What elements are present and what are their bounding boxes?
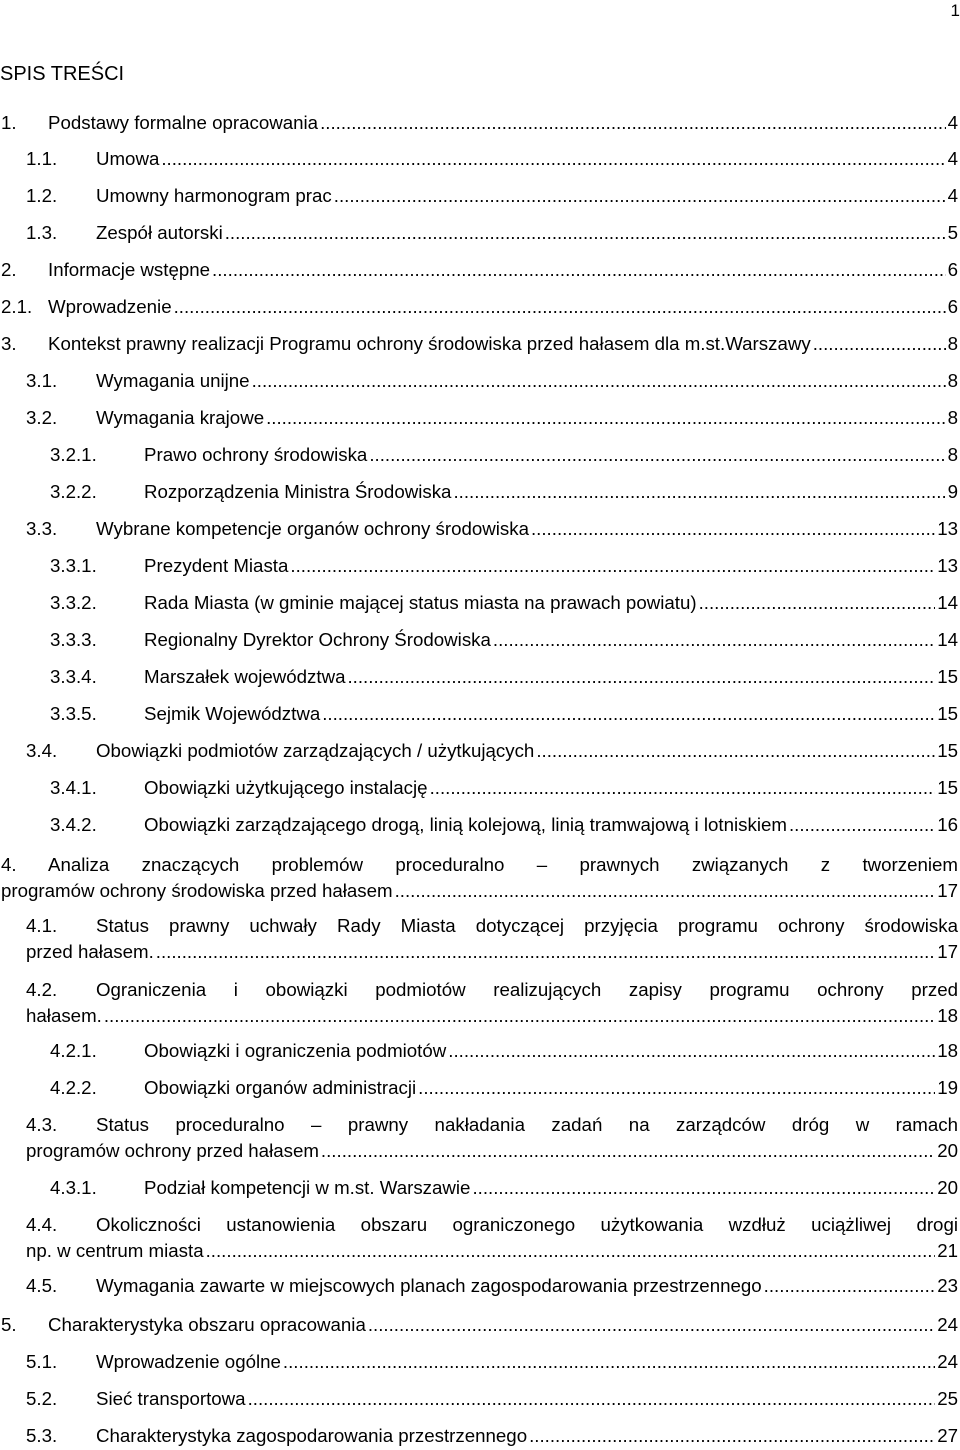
toc-entry-page: 8 bbox=[947, 370, 958, 391]
toc-entry-title: Obowiązki zarządzającego drogą, linią kolejową, linią tramwajową i lotniskiem bbox=[144, 814, 787, 835]
toc-leader-dots bbox=[322, 701, 935, 727]
toc-leader-dots bbox=[225, 220, 946, 246]
toc-entry-page: 8 bbox=[947, 407, 958, 428]
toc-entry-page: 23 bbox=[937, 1275, 958, 1296]
toc-entry-page: 18 bbox=[937, 1040, 958, 1061]
toc-entry[interactable] bbox=[1, 852, 958, 904]
toc-entry-page: 15 bbox=[937, 703, 958, 724]
toc-entry-number: 3.3.5. bbox=[50, 703, 97, 724]
toc-leader-dots bbox=[156, 939, 935, 965]
toc-entry[interactable] bbox=[50, 812, 958, 838]
toc-entry-number: 3.3.1. bbox=[50, 555, 97, 576]
toc-entry[interactable] bbox=[26, 1349, 958, 1375]
toc-leader-dots bbox=[472, 1175, 935, 1201]
toc-entry-title: Kontekst prawny realizacji Programu ochrony środowiska przed hałasem dla m.st.Warszawy bbox=[48, 333, 811, 354]
toc-entry-title: Sieć transportowa bbox=[96, 1388, 246, 1409]
toc-entry-number: 3.3.4. bbox=[50, 666, 97, 687]
toc-entry-number: 4.5. bbox=[26, 1275, 58, 1296]
page-number: 1 bbox=[950, 1, 960, 20]
toc-entry-title-continuation: hałasem. bbox=[26, 1005, 102, 1026]
toc-entry-number: 3.2. bbox=[26, 407, 58, 428]
toc-entry-title: Wymagania unijne bbox=[96, 370, 250, 391]
toc-leader-dots bbox=[789, 812, 935, 838]
toc-entry-page: 4 bbox=[947, 112, 958, 133]
toc-entry[interactable] bbox=[26, 1273, 958, 1299]
toc-leader-dots bbox=[536, 738, 935, 764]
toc-entry-page: 24 bbox=[937, 1314, 958, 1335]
toc-entry-title-continuation: przed hałasem. bbox=[26, 941, 154, 962]
toc-entry-page: 6 bbox=[947, 296, 958, 317]
toc-leader-dots bbox=[699, 590, 936, 616]
toc-entry-page: 25 bbox=[937, 1388, 958, 1409]
toc-entry-page: 4 bbox=[947, 185, 958, 206]
toc-entry-page: 8 bbox=[947, 333, 958, 354]
toc-entry-number: 1.1. bbox=[26, 148, 58, 169]
toc-entry-number: 3.4.1. bbox=[50, 777, 97, 798]
toc-entry-title: Status prawny uchwały Rady Miasta dotyczącej przyjęcia programu ochrony środowiska bbox=[96, 915, 958, 936]
toc-entry[interactable] bbox=[26, 1423, 958, 1449]
toc-leader-dots bbox=[813, 331, 946, 357]
toc-entry-number: 1.3. bbox=[26, 222, 58, 243]
toc-entry-page: 17 bbox=[937, 880, 958, 901]
toc-entry-page: 18 bbox=[937, 1005, 958, 1026]
toc-entry[interactable] bbox=[50, 701, 958, 727]
toc-entry-number: 4.1. bbox=[26, 915, 58, 936]
toc-entry-number: 4. bbox=[1, 854, 17, 875]
toc-entry-page: 16 bbox=[937, 814, 958, 835]
toc-entry-number: 3.3. bbox=[26, 518, 58, 539]
toc-entry-title: Obowiązki i ograniczenia podmiotów bbox=[144, 1040, 447, 1061]
toc-entry-page: 20 bbox=[937, 1140, 958, 1161]
toc-entry-title: Okoliczności ustanowienia obszaru ograniczonego użytkowania wzdłuż uciążliwej drogi bbox=[96, 1214, 958, 1235]
toc-entry[interactable] bbox=[50, 479, 958, 505]
toc-entry-number: 3.4.2. bbox=[50, 814, 97, 835]
toc-entry-number: 3. bbox=[1, 333, 17, 354]
toc-entry-title-continuation: np. w centrum miasta bbox=[26, 1240, 204, 1261]
toc-entry[interactable] bbox=[26, 146, 958, 172]
toc-entry-page: 15 bbox=[937, 777, 958, 798]
toc-leader-dots bbox=[321, 1138, 935, 1164]
toc-entry-title: Obowiązki podmiotów zarządzających / użytkujących bbox=[96, 740, 535, 761]
toc-leader-dots bbox=[764, 1273, 936, 1299]
toc-entry-title: Wprowadzenie bbox=[48, 296, 172, 317]
toc-entry[interactable] bbox=[50, 775, 958, 801]
toc-leader-dots bbox=[290, 553, 935, 579]
toc-entry-number: 3.2.1. bbox=[50, 444, 97, 465]
toc-entry-title: Regionalny Dyrektor Ochrony Środowiska bbox=[144, 629, 491, 650]
toc-entry[interactable] bbox=[50, 1038, 958, 1064]
toc-entry-title: Zespół autorski bbox=[96, 222, 223, 243]
toc-leader-dots bbox=[252, 368, 946, 394]
toc-entry-number: 4.3.1. bbox=[50, 1177, 97, 1198]
toc-entry-page: 14 bbox=[937, 592, 958, 613]
toc-entry-page: 4 bbox=[947, 148, 958, 169]
toc-leader-dots bbox=[395, 878, 936, 904]
toc-entry-page: 21 bbox=[937, 1240, 958, 1261]
toc-entry[interactable] bbox=[1, 110, 958, 136]
toc-entry-title: Ograniczenia i obowiązki podmiotów realizujących zapisy programu ochrony przed bbox=[96, 979, 958, 1000]
toc-title: SPIS TREŚCI bbox=[0, 63, 125, 85]
toc-leader-dots bbox=[347, 664, 935, 690]
toc-entry-number: 2. bbox=[1, 259, 17, 280]
toc-entry-title: Wymagania zawarte w miejscowych planach zagospodarowania przestrzennego bbox=[96, 1275, 762, 1296]
toc-entry-number: 3.4. bbox=[26, 740, 58, 761]
toc-entry-title: Rada Miasta (w gminie mającej status miasta na prawach powiatu) bbox=[144, 592, 697, 613]
toc-entry-number: 4.2. bbox=[26, 979, 58, 1000]
toc-entry[interactable] bbox=[1, 294, 958, 320]
toc-entry-title: Obowiązki organów administracji bbox=[144, 1077, 417, 1098]
toc-entry[interactable] bbox=[26, 368, 958, 394]
toc-entry-page: 20 bbox=[937, 1177, 958, 1198]
toc-entry-title: Status proceduralno – prawny nakładania zadań na zarządców dróg w ramach bbox=[96, 1114, 958, 1135]
toc-entry[interactable] bbox=[26, 738, 958, 764]
toc-entry-title: Analiza znaczących problemów proceduralno – prawnych związanych z tworzeniem bbox=[48, 854, 958, 875]
toc-leader-dots bbox=[283, 1349, 935, 1375]
toc-entry-page: 13 bbox=[937, 555, 958, 576]
toc-entry-number: 4.2.2. bbox=[50, 1077, 97, 1098]
toc-entry-number: 2.1. bbox=[1, 296, 33, 317]
toc-entry-title: Obowiązki użytkującego instalację bbox=[144, 777, 428, 798]
toc-entry-title: Wprowadzenie ogólne bbox=[96, 1351, 281, 1372]
toc-entry-number: 1. bbox=[1, 112, 17, 133]
toc-entry[interactable] bbox=[1, 1312, 958, 1338]
toc-entry-number: 3.1. bbox=[26, 370, 58, 391]
toc-entry-page: 24 bbox=[937, 1351, 958, 1372]
toc-entry[interactable] bbox=[50, 553, 958, 579]
toc-entry[interactable] bbox=[26, 1212, 958, 1264]
toc-entry[interactable] bbox=[50, 664, 958, 690]
toc-leader-dots bbox=[493, 627, 935, 653]
toc-entry-page: 19 bbox=[937, 1077, 958, 1098]
toc-leader-dots bbox=[104, 1003, 935, 1029]
toc-entry-number: 5.1. bbox=[26, 1351, 58, 1372]
toc-entry-number: 4.2.1. bbox=[50, 1040, 97, 1061]
toc-leader-dots bbox=[266, 405, 946, 431]
toc-entry-page: 14 bbox=[937, 629, 958, 650]
toc-entry-title: Wybrane kompetencje organów ochrony środowiska bbox=[96, 518, 529, 539]
toc-leader-dots bbox=[248, 1386, 936, 1412]
toc-entry[interactable] bbox=[26, 1386, 958, 1412]
toc-leader-dots bbox=[212, 257, 946, 283]
toc-entry[interactable] bbox=[50, 1175, 958, 1201]
toc-entry[interactable] bbox=[50, 442, 958, 468]
toc-entry-number: 5.3. bbox=[26, 1425, 58, 1446]
toc-entry[interactable] bbox=[26, 183, 958, 209]
toc-leader-dots bbox=[531, 516, 935, 542]
toc-entry-title: Informacje wstępne bbox=[48, 259, 211, 280]
toc-entry-number: 1.2. bbox=[26, 185, 58, 206]
toc-leader-dots bbox=[161, 146, 945, 172]
toc-leader-dots bbox=[334, 183, 946, 209]
toc-entry-number: 5. bbox=[1, 1314, 17, 1335]
toc-entry-number: 5.2. bbox=[26, 1388, 58, 1409]
toc-entry-title: Charakterystyka zagospodarowania przestrzennego bbox=[96, 1425, 528, 1446]
toc-entry-page: 13 bbox=[937, 518, 958, 539]
toc-entry-number: 3.3.2. bbox=[50, 592, 97, 613]
toc-entry-title: Charakterystyka obszaru opracowania bbox=[48, 1314, 366, 1335]
toc-leader-dots bbox=[206, 1238, 936, 1264]
toc-entry[interactable] bbox=[50, 1075, 958, 1101]
toc-entry[interactable] bbox=[50, 627, 958, 653]
toc-entry[interactable] bbox=[26, 1112, 958, 1164]
toc-entry-title: Wymagania krajowe bbox=[96, 407, 265, 428]
toc-entry-title: Umowny harmonogram prac bbox=[96, 185, 332, 206]
toc-entry-page: 27 bbox=[937, 1425, 958, 1446]
toc-leader-dots bbox=[453, 479, 945, 505]
toc-entry-title: Prawo ochrony środowiska bbox=[144, 444, 368, 465]
toc-entry-number: 4.3. bbox=[26, 1114, 58, 1135]
toc-entry-page: 15 bbox=[937, 666, 958, 687]
toc-entry[interactable] bbox=[1, 331, 958, 357]
toc-entry[interactable] bbox=[26, 516, 958, 542]
toc-entry-page: 8 bbox=[947, 444, 958, 465]
toc-entry-title: Podstawy formalne opracowania bbox=[48, 112, 319, 133]
toc-entry-number: 4.4. bbox=[26, 1214, 58, 1235]
toc-entry[interactable] bbox=[26, 977, 958, 1029]
toc-entry-title-continuation: programów ochrony środowiska przed hałasem bbox=[1, 880, 393, 901]
toc-leader-dots bbox=[174, 294, 946, 320]
toc-leader-dots bbox=[320, 110, 946, 136]
toc-entry[interactable] bbox=[26, 913, 958, 965]
toc-entry[interactable] bbox=[26, 220, 958, 246]
toc-leader-dots bbox=[418, 1075, 935, 1101]
toc-entry-page: 9 bbox=[947, 481, 958, 502]
toc-entry[interactable] bbox=[26, 405, 958, 431]
toc-entry-number: 3.3.3. bbox=[50, 629, 97, 650]
toc-entry-page: 6 bbox=[947, 259, 958, 280]
toc-entry-page: 15 bbox=[937, 740, 958, 761]
toc-leader-dots bbox=[430, 775, 936, 801]
toc-entry-page: 5 bbox=[947, 222, 958, 243]
toc-entry-title: Marszałek województwa bbox=[144, 666, 346, 687]
toc-entry-title: Prezydent Miasta bbox=[144, 555, 289, 576]
toc-entry[interactable] bbox=[50, 590, 958, 616]
toc-entry-title: Umowa bbox=[96, 148, 160, 169]
toc-entry-page: 17 bbox=[937, 941, 958, 962]
toc-entry-title: Podział kompetencji w m.st. Warszawie bbox=[144, 1177, 471, 1198]
toc-leader-dots bbox=[529, 1423, 935, 1449]
toc-leader-dots bbox=[368, 1312, 935, 1338]
toc-entry-title: Rozporządzenia Ministra Środowiska bbox=[144, 481, 452, 502]
toc-entry-number: 3.2.2. bbox=[50, 481, 97, 502]
toc-entry[interactable] bbox=[1, 257, 958, 283]
toc-entry-title-continuation: programów ochrony przed hałasem bbox=[26, 1140, 319, 1161]
toc-leader-dots bbox=[448, 1038, 935, 1064]
toc-leader-dots bbox=[369, 442, 945, 468]
toc-entry-title: Sejmik Województwa bbox=[144, 703, 321, 724]
